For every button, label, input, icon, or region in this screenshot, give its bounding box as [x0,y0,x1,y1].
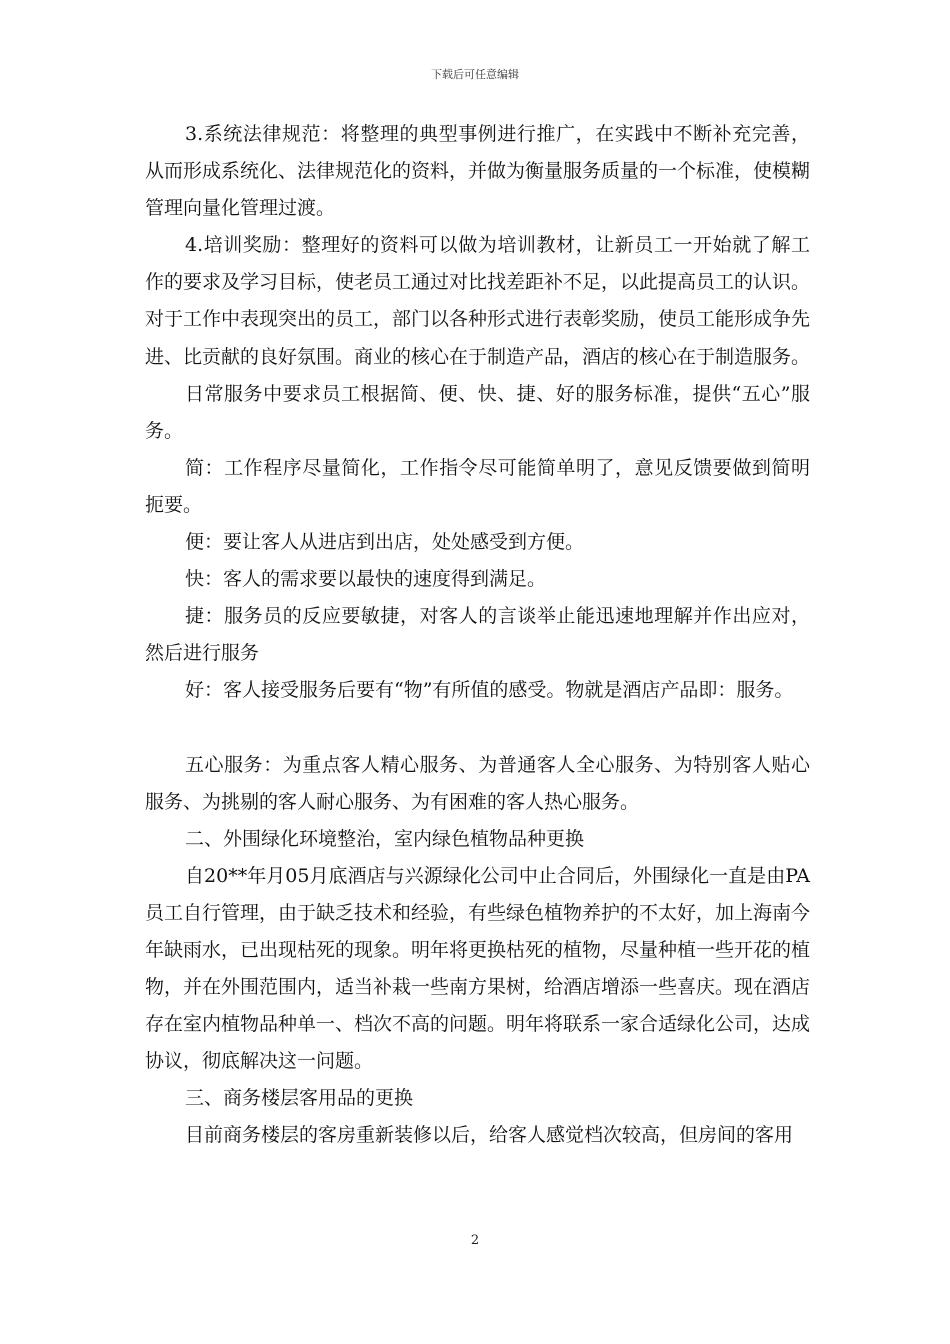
paragraph-training-reward: 4.培训奖励：整理好的资料可以做为培训教材，让新员工一开始就了解工作的要求及学习目标，使老员工通过对比找差距补不足，以此提高员工的认识。对于工作中表现突出的员工，部门以各种形式进行表彰奖励，使员工能形成争先进、比贡献的良好氛围。商业的核心在于制造产品，酒店的核心在于制造服务。 [145,234,811,368]
paragraph-legal-standard: 3.系统法律规范：将整理的典型事例进行推广，在实践中不断补充完善，从而形成系统化、法律规范化的资料，并做为衡量服务质量的一个标准，使模糊管理向量化管理过渡。 [145,123,811,220]
paragraph-fast: 快：客人的需求要以最快的速度得到满足。 [185,568,547,591]
paragraph-agile: 捷：服务员的反应要敏捷，对客人的言谈举止能迅速地理解并作出应对，然后进行服务 [145,605,810,665]
blank-line [145,710,810,747]
page-number: 2 [470,1233,480,1248]
paragraph-business-floor: 目前商务楼层的客房重新装修以后，给客人感觉档次较高，但房间的客用 [185,1124,794,1147]
section-heading-business-floor: 三、商务楼层客用品的更换 [185,1087,414,1110]
paragraph-good: 好：客人接受服务后要有“物”有所值的感受。物就是酒店产品即：服务。 [185,679,794,702]
paragraph-daily-service: 日常服务中要求员工根据简、便、快、捷、好的服务标准，提供“五心”服务。 [145,382,810,442]
document-body [145,116,810,1155]
paragraph-greening: 自20**年月05月底酒店与兴源绿化公司中止合同后，外围绿化一直是由PA员工自行管理，由于缺乏技术和经验，有些绿色植物养护的不太好，加上海南今年缺雨水，已出现枯死的现象。明年将更换枯死的植物，尽量种植一些开花的植物，并在外围范围内，适当补栽一些南方果树，给酒店增添一些喜庆。现在酒店存在室内植物品种单一、档次不高的问题。明年将联系一家合适绿化公司，达成协议，彻底解决这一问题。 [145,864,811,1073]
paragraph-simple: 简：工作程序尽量简化，工作指令尽可能简单明了，意见反馈要做到简明扼要。 [145,456,810,516]
paragraph-five-hearts: 五心服务：为重点客人精心服务、为普通客人全心服务、为特别客人贴心服务、为挑剔的客人耐心服务、为有困难的客人热心服务。 [145,753,810,813]
paragraph-convenient: 便：要让客人从进店到出店，处处感受到方便。 [185,531,585,554]
section-heading-greening: 二、外围绿化环境整治，室内绿色植物品种更换 [185,827,585,850]
page-header: 下载后可任意编辑 [431,68,519,81]
